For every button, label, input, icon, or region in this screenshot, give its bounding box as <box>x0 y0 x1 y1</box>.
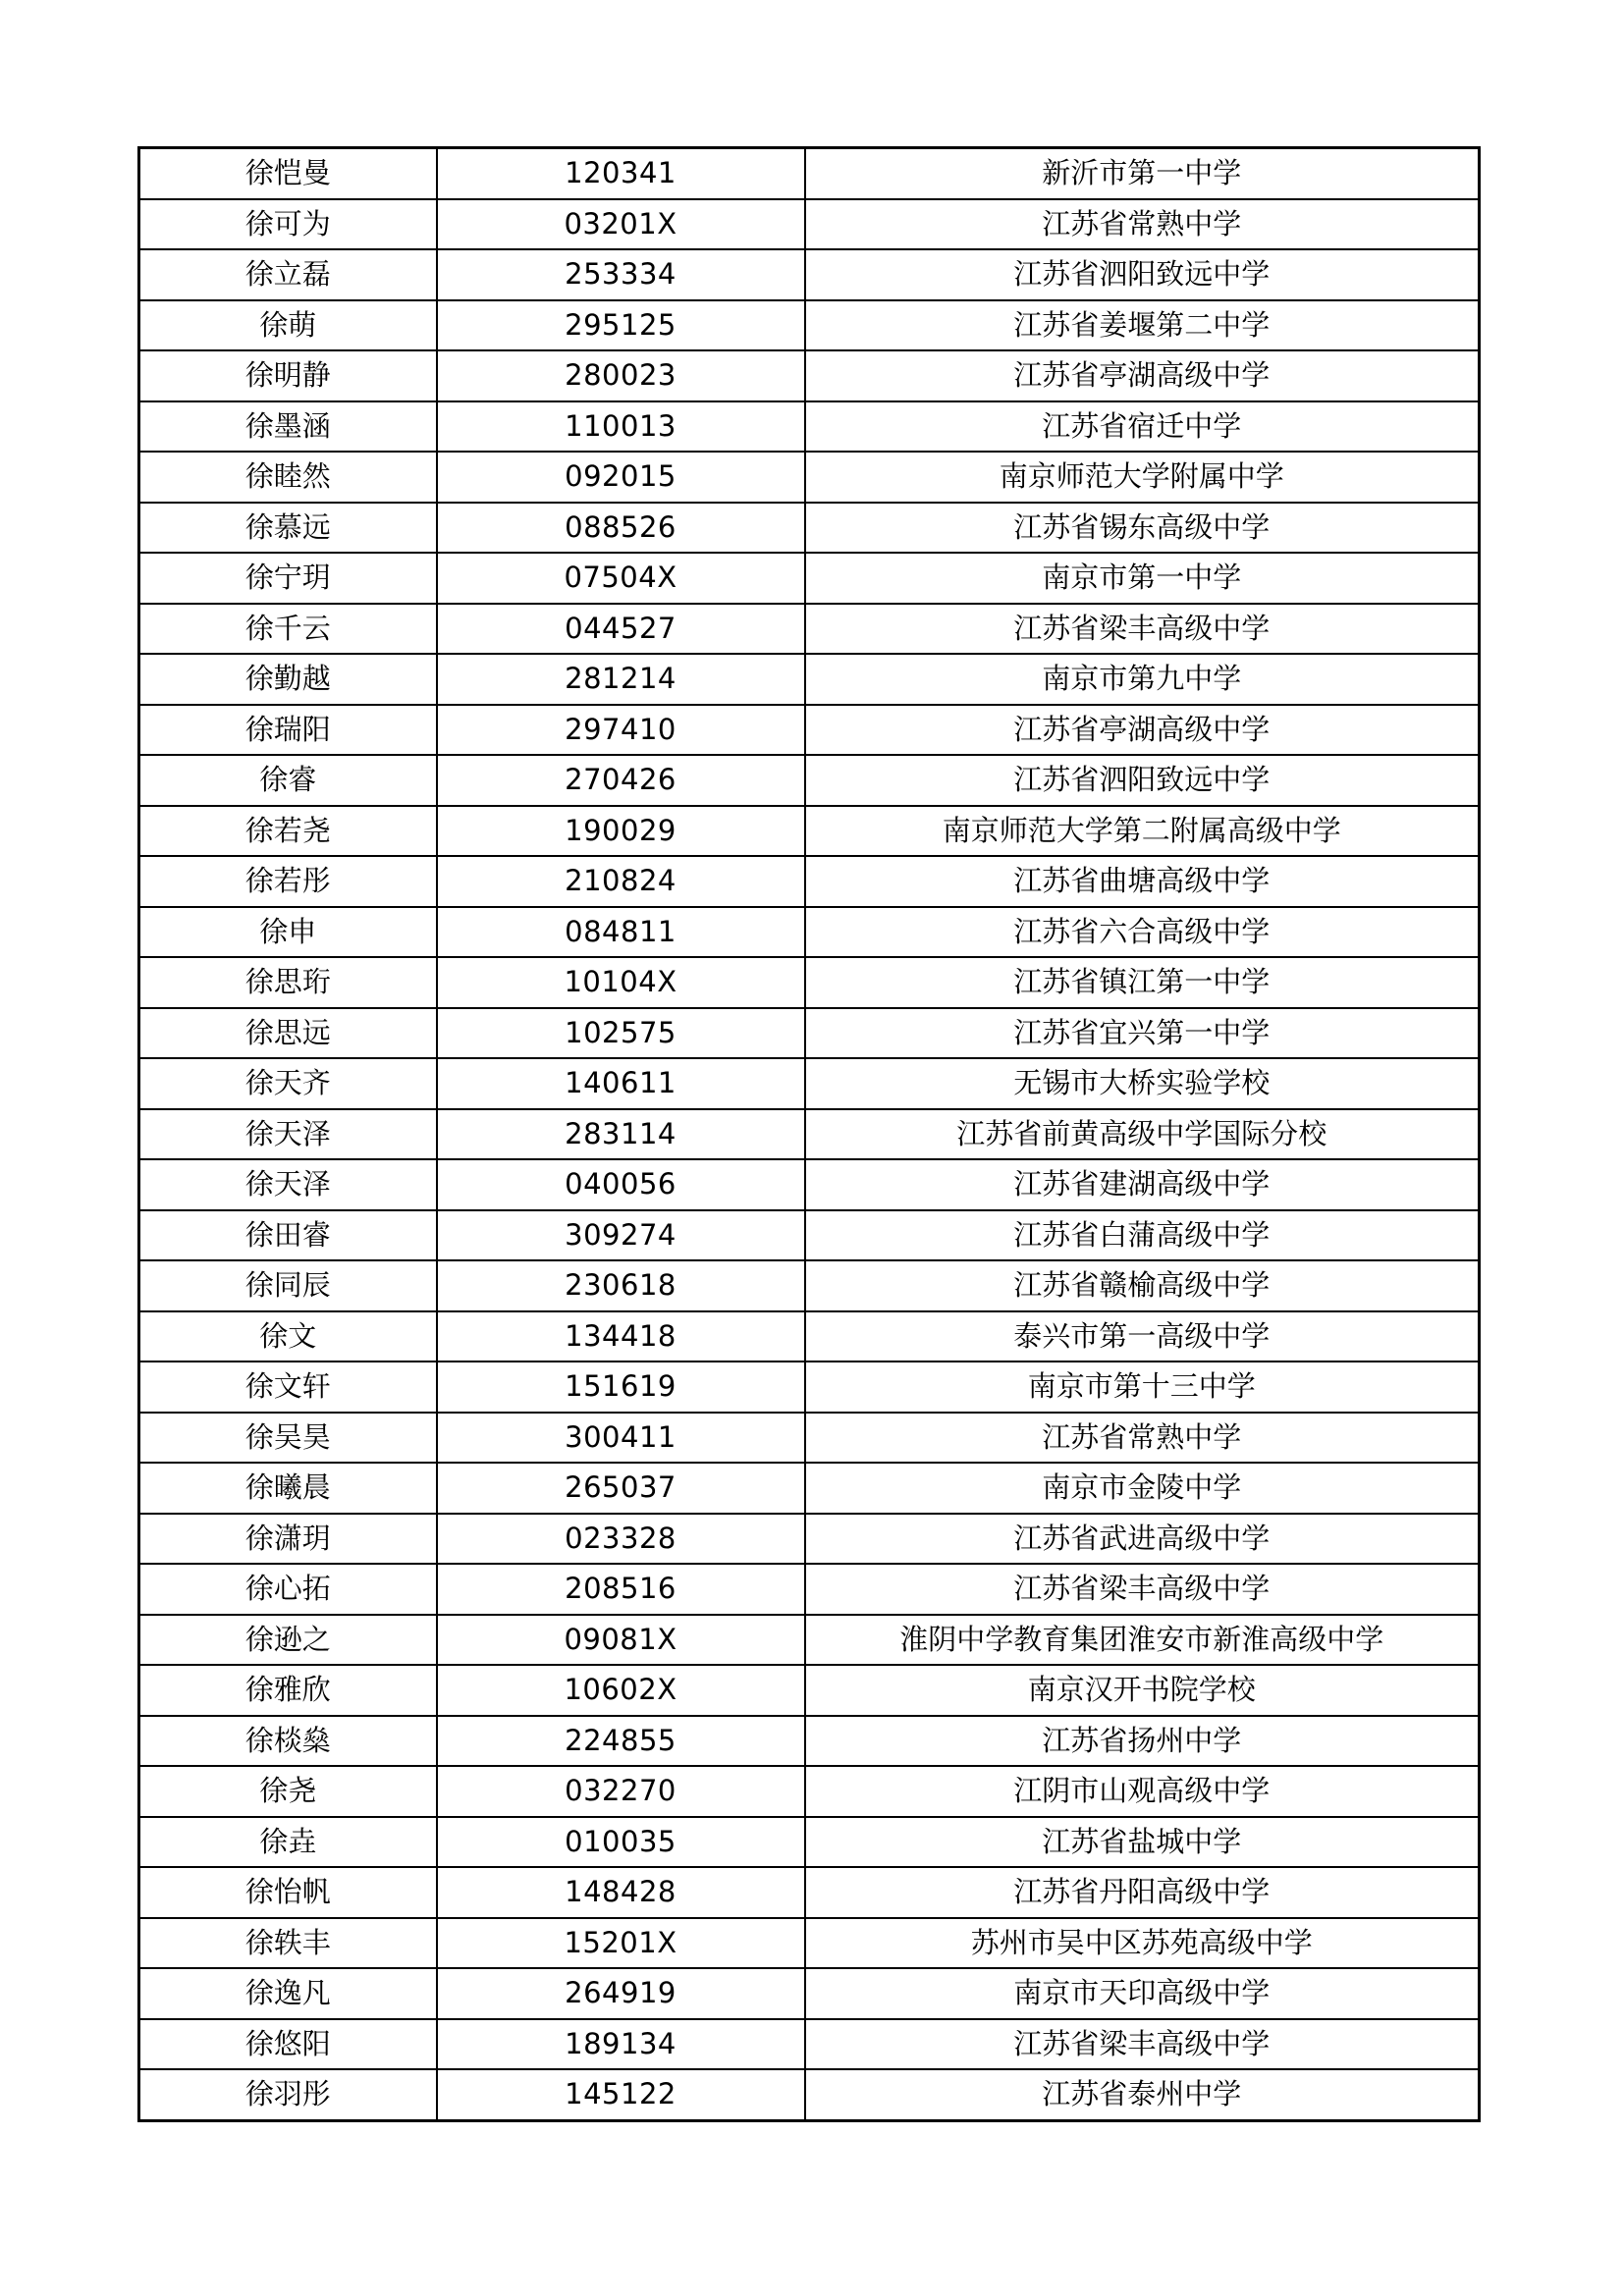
student-id-cell: 210824 <box>437 856 805 907</box>
table-row <box>139 856 1480 907</box>
school-name-cell: 江苏省六合高级中学 <box>805 907 1480 958</box>
table-row <box>139 1716 1480 1767</box>
table-row <box>139 957 1480 1008</box>
student-name-cell: 徐萌 <box>139 300 437 351</box>
student-name-cell: 徐墨涵 <box>139 401 437 453</box>
table-row <box>139 1867 1480 1918</box>
student-id-cell: 270426 <box>437 755 805 806</box>
roster-table <box>137 146 1481 2122</box>
school-name-cell: 江苏省宜兴第一中学 <box>805 1008 1480 1059</box>
school-name-cell: 无锡市大桥实验学校 <box>805 1058 1480 1109</box>
table-row <box>139 806 1480 857</box>
student-name-cell: 徐恺曼 <box>139 148 437 199</box>
student-name-cell: 徐雅欣 <box>139 1665 437 1716</box>
table-row <box>139 705 1480 756</box>
student-id-cell: 110013 <box>437 401 805 453</box>
student-name-cell: 徐棪燊 <box>139 1716 437 1767</box>
student-id-cell: 040056 <box>437 1159 805 1210</box>
school-name-cell: 新沂市第一中学 <box>805 148 1480 199</box>
student-id-cell: 092015 <box>437 452 805 503</box>
student-id-cell: 032270 <box>437 1766 805 1817</box>
school-name-cell: 江苏省扬州中学 <box>805 1716 1480 1767</box>
school-name-cell: 江苏省盐城中学 <box>805 1817 1480 1868</box>
school-name-cell: 江苏省赣榆高级中学 <box>805 1260 1480 1311</box>
school-name-cell: 江苏省梁丰高级中学 <box>805 1564 1480 1615</box>
school-name-cell: 江苏省姜堰第二中学 <box>805 300 1480 351</box>
student-id-cell: 03201X <box>437 199 805 250</box>
school-name-cell: 江苏省梁丰高级中学 <box>805 2019 1480 2070</box>
student-name-cell: 徐曦晨 <box>139 1463 437 1514</box>
student-name-cell: 徐明静 <box>139 350 437 401</box>
school-name-cell: 江苏省泗阳致远中学 <box>805 755 1480 806</box>
student-id-cell: 309274 <box>437 1210 805 1261</box>
school-name-cell: 江苏省常熟中学 <box>805 1413 1480 1464</box>
school-name-cell: 江苏省曲塘高级中学 <box>805 856 1480 907</box>
student-id-cell: 264919 <box>437 1968 805 2019</box>
student-name-cell: 徐逊之 <box>139 1615 437 1666</box>
student-id-cell: 120341 <box>437 148 805 199</box>
school-name-cell: 江苏省前黄高级中学国际分校 <box>805 1109 1480 1160</box>
table-row <box>139 553 1480 604</box>
student-id-cell: 295125 <box>437 300 805 351</box>
table-row <box>139 1514 1480 1565</box>
table-row <box>139 350 1480 401</box>
school-name-cell: 苏州市吴中区苏苑高级中学 <box>805 1918 1480 1969</box>
school-name-cell: 南京师范大学第二附属高级中学 <box>805 806 1480 857</box>
student-name-cell: 徐慕远 <box>139 503 437 554</box>
student-name-cell: 徐吴昊 <box>139 1413 437 1464</box>
table-row <box>139 1413 1480 1464</box>
student-name-cell: 徐悠阳 <box>139 2019 437 2070</box>
student-id-cell: 102575 <box>437 1008 805 1059</box>
student-id-cell: 265037 <box>437 1463 805 1514</box>
student-name-cell: 徐文 <box>139 1311 437 1362</box>
table-row <box>139 1362 1480 1413</box>
school-name-cell: 江苏省宿迁中学 <box>805 401 1480 453</box>
student-name-cell: 徐尧 <box>139 1766 437 1817</box>
school-name-cell: 江苏省武进高级中学 <box>805 1514 1480 1565</box>
table-row <box>139 452 1480 503</box>
table-row <box>139 1109 1480 1160</box>
table-row <box>139 1665 1480 1716</box>
school-name-cell: 江苏省丹阳高级中学 <box>805 1867 1480 1918</box>
student-name-cell: 徐天齐 <box>139 1058 437 1109</box>
student-name-cell: 徐睿 <box>139 755 437 806</box>
student-id-cell: 15201X <box>437 1918 805 1969</box>
school-name-cell: 江阴市山观高级中学 <box>805 1766 1480 1817</box>
student-name-cell: 徐宁玥 <box>139 553 437 604</box>
school-name-cell: 江苏省泰州中学 <box>805 2069 1480 2120</box>
table-row <box>139 1463 1480 1514</box>
student-name-cell: 徐潇玥 <box>139 1514 437 1565</box>
student-name-cell: 徐思珩 <box>139 957 437 1008</box>
student-id-cell: 230618 <box>437 1260 805 1311</box>
student-name-cell: 徐田睿 <box>139 1210 437 1261</box>
school-name-cell: 江苏省梁丰高级中学 <box>805 604 1480 655</box>
student-name-cell: 徐立磊 <box>139 249 437 300</box>
table-row <box>139 1564 1480 1615</box>
student-id-cell: 145122 <box>437 2069 805 2120</box>
table-row <box>139 2069 1480 2120</box>
table-row <box>139 1968 1480 2019</box>
student-name-cell: 徐思远 <box>139 1008 437 1059</box>
school-name-cell: 淮阴中学教育集团淮安市新淮高级中学 <box>805 1615 1480 1666</box>
school-name-cell: 南京市金陵中学 <box>805 1463 1480 1514</box>
table-row <box>139 1615 1480 1666</box>
school-name-cell: 南京汉开书院学校 <box>805 1665 1480 1716</box>
table-row <box>139 1058 1480 1109</box>
student-name-cell: 徐天泽 <box>139 1109 437 1160</box>
school-name-cell: 泰兴市第一高级中学 <box>805 1311 1480 1362</box>
school-name-cell: 江苏省建湖高级中学 <box>805 1159 1480 1210</box>
student-id-cell: 10104X <box>437 957 805 1008</box>
school-name-cell: 江苏省泗阳致远中学 <box>805 249 1480 300</box>
school-name-cell: 江苏省锡东高级中学 <box>805 503 1480 554</box>
table-row <box>139 1766 1480 1817</box>
student-id-cell: 023328 <box>437 1514 805 1565</box>
table-row <box>139 148 1480 199</box>
student-id-cell: 281214 <box>437 654 805 705</box>
student-name-cell: 徐羽彤 <box>139 2069 437 2120</box>
table-row <box>139 755 1480 806</box>
school-name-cell: 江苏省亭湖高级中学 <box>805 705 1480 756</box>
school-name-cell: 南京市第九中学 <box>805 654 1480 705</box>
table-row <box>139 300 1480 351</box>
student-id-cell: 283114 <box>437 1109 805 1160</box>
student-id-cell: 088526 <box>437 503 805 554</box>
student-id-cell: 224855 <box>437 1716 805 1767</box>
student-id-cell: 010035 <box>437 1817 805 1868</box>
student-name-cell: 徐可为 <box>139 199 437 250</box>
school-name-cell: 南京市第十三中学 <box>805 1362 1480 1413</box>
student-id-cell: 190029 <box>437 806 805 857</box>
student-id-cell: 07504X <box>437 553 805 604</box>
student-name-cell: 徐若尧 <box>139 806 437 857</box>
school-name-cell: 江苏省镇江第一中学 <box>805 957 1480 1008</box>
student-id-cell: 134418 <box>437 1311 805 1362</box>
school-name-cell: 南京师范大学附属中学 <box>805 452 1480 503</box>
student-name-cell: 徐睦然 <box>139 452 437 503</box>
school-name-cell: 江苏省亭湖高级中学 <box>805 350 1480 401</box>
student-name-cell: 徐轶丰 <box>139 1918 437 1969</box>
table-row <box>139 1817 1480 1868</box>
table-row <box>139 249 1480 300</box>
student-id-cell: 09081X <box>437 1615 805 1666</box>
student-name-cell: 徐天泽 <box>139 1159 437 1210</box>
table-row <box>139 1918 1480 1969</box>
student-name-cell: 徐文轩 <box>139 1362 437 1413</box>
table-row <box>139 907 1480 958</box>
table-row <box>139 1008 1480 1059</box>
table-row <box>139 1159 1480 1210</box>
student-id-cell: 151619 <box>437 1362 805 1413</box>
student-id-cell: 084811 <box>437 907 805 958</box>
table-row <box>139 654 1480 705</box>
student-name-cell: 徐申 <box>139 907 437 958</box>
student-name-cell: 徐逸凡 <box>139 1968 437 2019</box>
student-id-cell: 297410 <box>437 705 805 756</box>
school-name-cell: 江苏省白蒲高级中学 <box>805 1210 1480 1261</box>
table-row <box>139 604 1480 655</box>
student-id-cell: 10602X <box>437 1665 805 1716</box>
table-row <box>139 199 1480 250</box>
table-row <box>139 1210 1480 1261</box>
student-name-cell: 徐勤越 <box>139 654 437 705</box>
student-name-cell: 徐垚 <box>139 1817 437 1868</box>
roster-body <box>139 148 1480 2121</box>
student-id-cell: 208516 <box>437 1564 805 1615</box>
school-name-cell: 江苏省常熟中学 <box>805 199 1480 250</box>
school-name-cell: 南京市第一中学 <box>805 553 1480 604</box>
table-row <box>139 2019 1480 2070</box>
table-row <box>139 401 1480 453</box>
student-id-cell: 253334 <box>437 249 805 300</box>
student-id-cell: 044527 <box>437 604 805 655</box>
student-name-cell: 徐若彤 <box>139 856 437 907</box>
student-name-cell: 徐心拓 <box>139 1564 437 1615</box>
student-name-cell: 徐怡帆 <box>139 1867 437 1918</box>
table-row <box>139 503 1480 554</box>
student-id-cell: 189134 <box>437 2019 805 2070</box>
table-row <box>139 1260 1480 1311</box>
school-name-cell: 南京市天印高级中学 <box>805 1968 1480 2019</box>
student-id-cell: 148428 <box>437 1867 805 1918</box>
student-name-cell: 徐同辰 <box>139 1260 437 1311</box>
table-row <box>139 1311 1480 1362</box>
student-name-cell: 徐千云 <box>139 604 437 655</box>
student-id-cell: 140611 <box>437 1058 805 1109</box>
student-name-cell: 徐瑞阳 <box>139 705 437 756</box>
student-id-cell: 300411 <box>437 1413 805 1464</box>
student-id-cell: 280023 <box>437 350 805 401</box>
